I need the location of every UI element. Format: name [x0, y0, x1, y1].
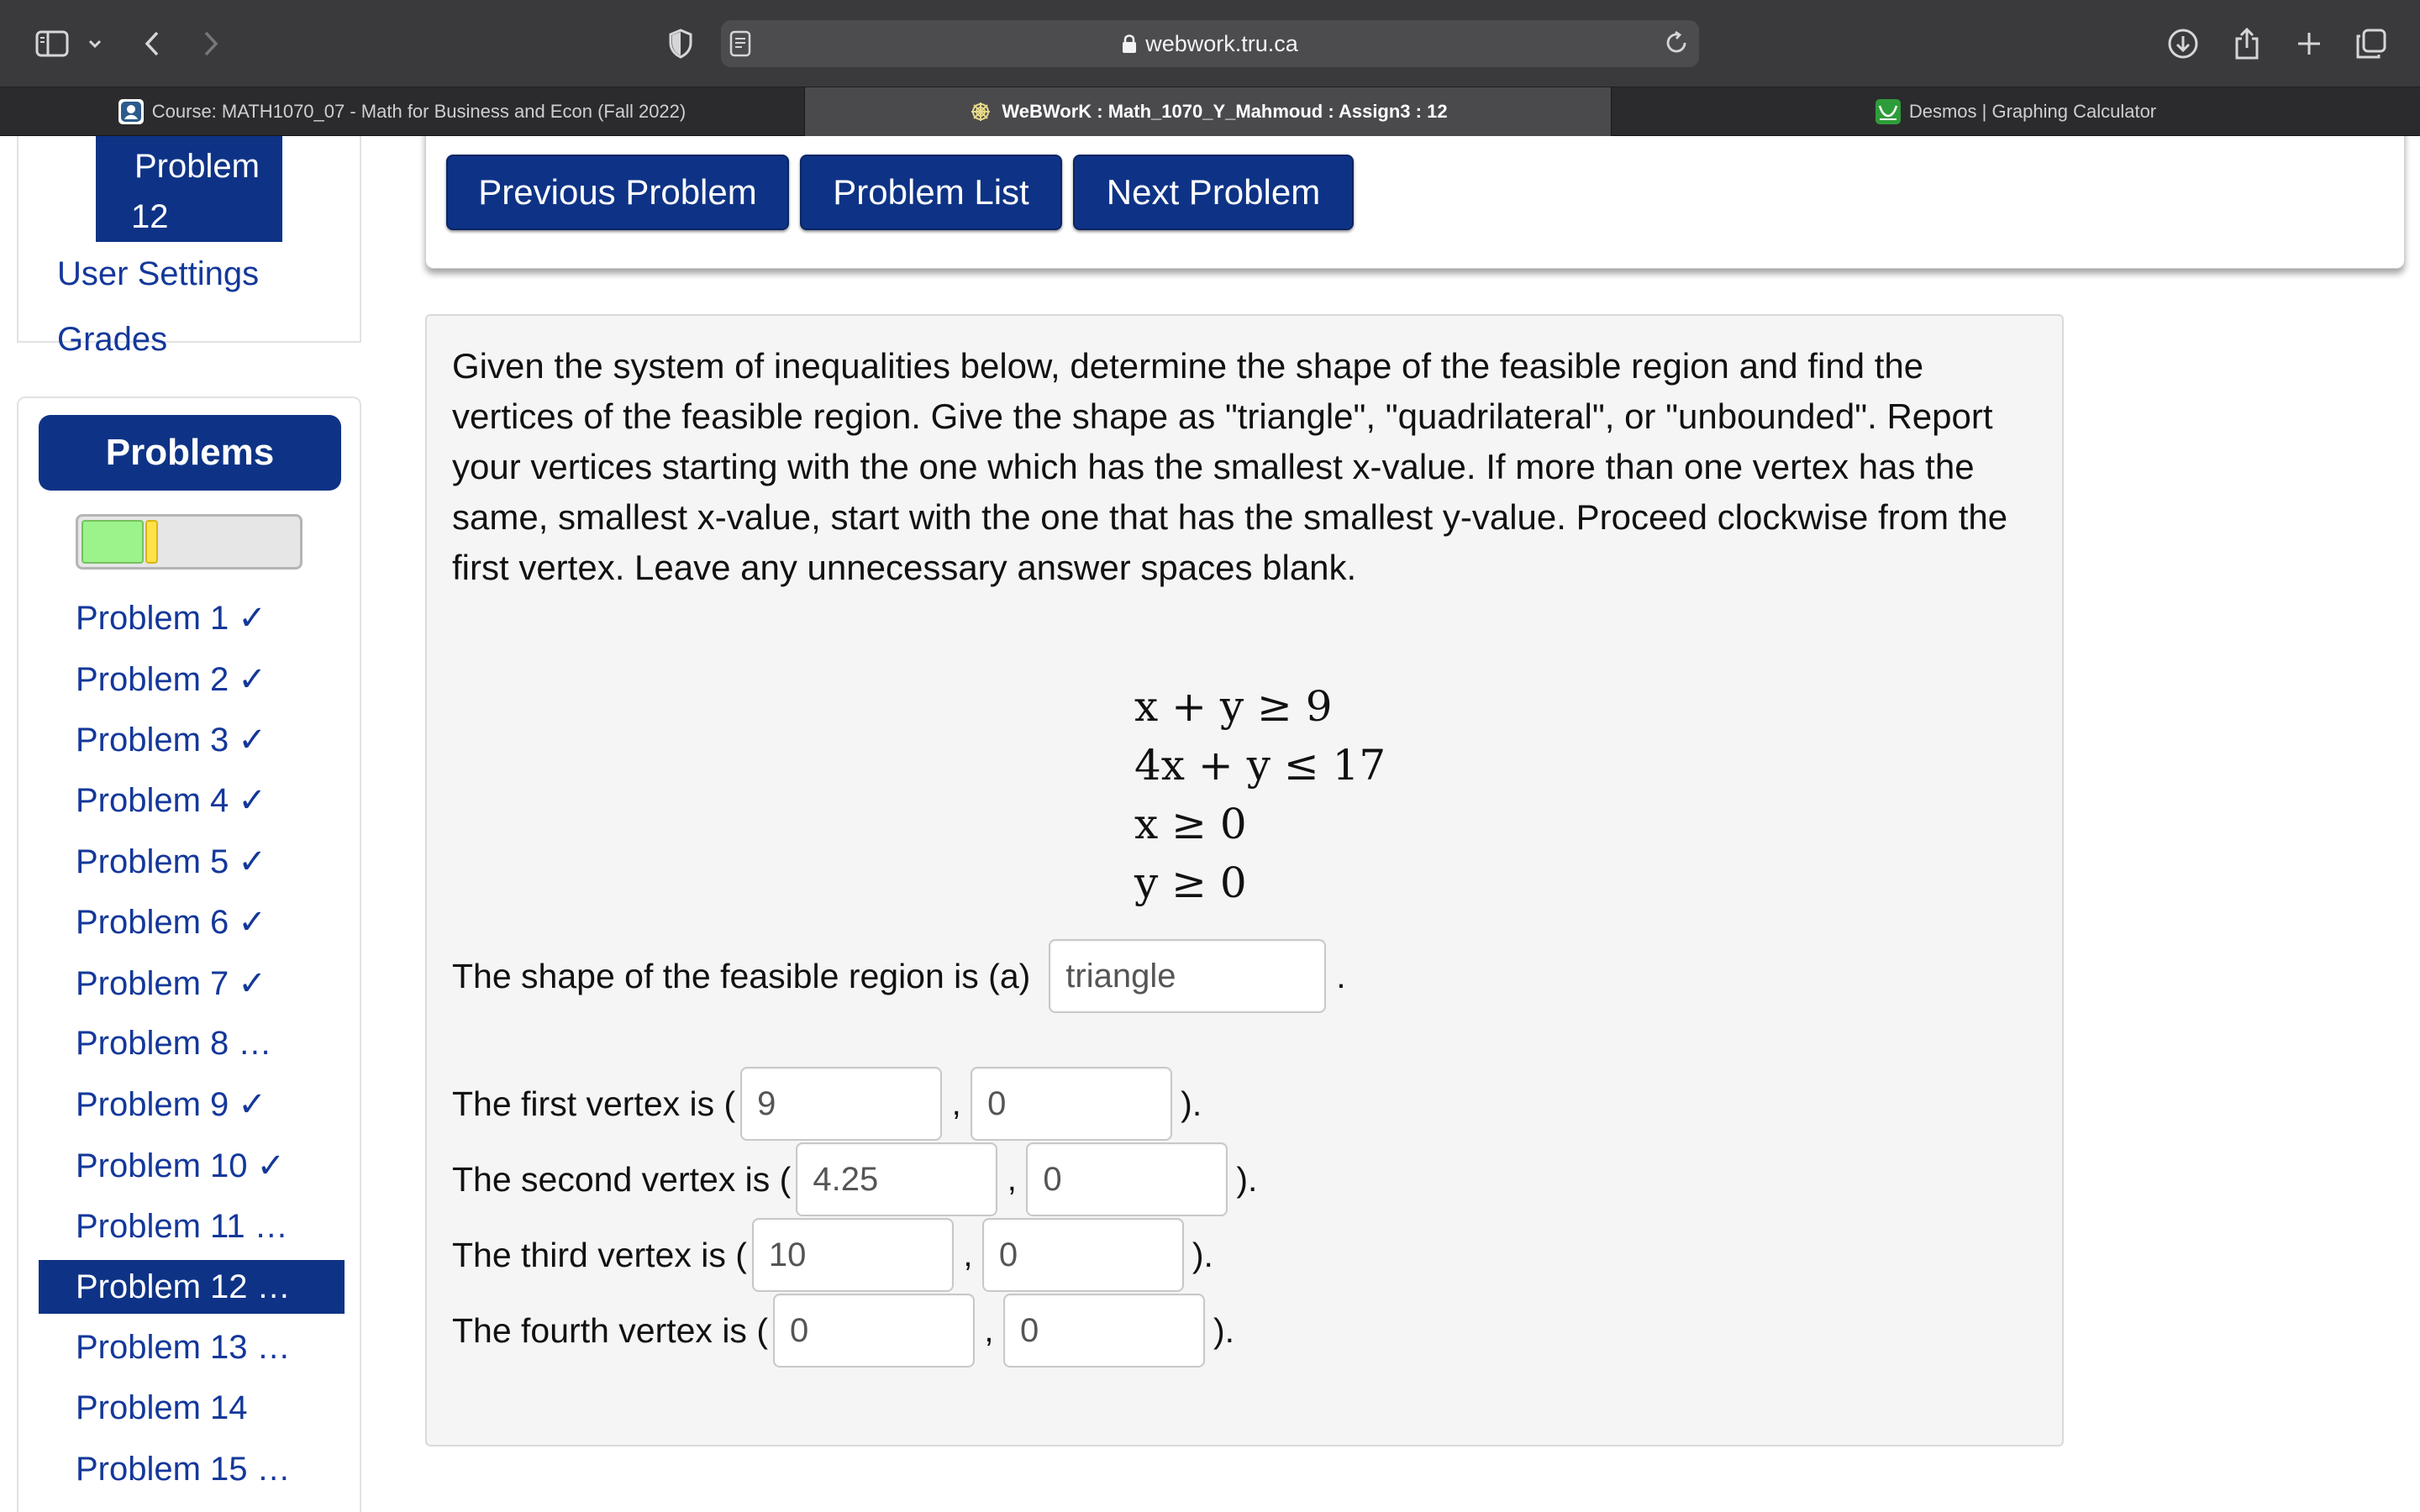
- shape-answer-input[interactable]: triangle: [1049, 939, 1326, 1013]
- vertex-2-question: [452, 1142, 1257, 1216]
- problem-link-10[interactable]: Problem 10 ✓: [76, 1147, 286, 1184]
- vertex-1-comma: ,: [951, 1084, 961, 1122]
- shape-prompt: The shape of the feasible region is (a): [452, 956, 1031, 995]
- tab-desmos-label: Desmos | Graphing Calculator: [1908, 101, 2157, 122]
- vertex-4-close: ).: [1213, 1310, 1235, 1350]
- vertex-4-x-input[interactable]: 0: [773, 1294, 975, 1368]
- inequality-2: 4x + y ≤ 17: [1134, 741, 1386, 790]
- back-icon[interactable]: [139, 24, 165, 64]
- vertex-2-x-input[interactable]: 4.25: [796, 1142, 997, 1216]
- problem-link-3[interactable]: Problem 3 ✓: [76, 721, 266, 759]
- reload-icon[interactable]: [1664, 30, 1689, 60]
- problem-link-1[interactable]: Problem 1 ✓: [76, 600, 266, 638]
- progress-bar: [76, 514, 302, 570]
- tab-overview-icon[interactable]: [2353, 24, 2390, 64]
- webwork-page: [0, 136, 2420, 1512]
- problem-link-14[interactable]: Problem 14: [76, 1389, 248, 1427]
- tab-desmos[interactable]: [1612, 87, 2420, 136]
- sidebar-problems-panel: [17, 396, 361, 1512]
- sidebar-toggle-icon[interactable]: [34, 24, 71, 64]
- problems-heading: Problems: [39, 415, 341, 491]
- shape-suffix: .: [1336, 956, 1346, 995]
- vertex-1-close: ).: [1181, 1084, 1202, 1123]
- tab-webwork[interactable]: [805, 87, 1612, 136]
- problem-link-7[interactable]: Problem 7 ✓: [76, 964, 266, 1002]
- inequality-1: x + y ≥ 9: [1134, 682, 1333, 731]
- problem-link-15[interactable]: Problem 15 …: [76, 1450, 291, 1488]
- chevron-down-icon[interactable]: [84, 24, 106, 64]
- vertex-1-x-input[interactable]: 9: [740, 1067, 942, 1141]
- vertex-4-y-input[interactable]: 0: [1003, 1294, 1205, 1368]
- vertex-4-question: [452, 1294, 1234, 1368]
- tab-course[interactable]: [0, 87, 805, 136]
- vertex-1-y-input[interactable]: 0: [971, 1067, 1172, 1141]
- tab-webwork-label: WeBWorK : Math_1070_Y_Mahmoud : Assign3 : 12: [1002, 101, 1448, 122]
- problem-link-5[interactable]: Problem 5 ✓: [76, 843, 266, 880]
- current-problem-line1: Problem: [134, 148, 260, 185]
- reader-icon[interactable]: [729, 30, 751, 61]
- inequality-3: x ≥ 0: [1134, 800, 1247, 848]
- previous-problem-button[interactable]: Previous Problem: [446, 155, 789, 230]
- next-problem-button[interactable]: Next Problem: [1073, 155, 1354, 230]
- tab-course-label: Course: MATH1070_07 - Math for Business and Econ (Fall 2022): [151, 101, 687, 122]
- shape-question: [452, 939, 1346, 1013]
- lock-icon: [1122, 34, 1137, 54]
- current-problem-line2: 12: [131, 198, 169, 235]
- vertex-2-close: ).: [1236, 1159, 1258, 1199]
- problem-list-button[interactable]: Problem List: [800, 155, 1062, 230]
- vertex-2-comma: ,: [1007, 1160, 1017, 1198]
- vertex-2-y-input[interactable]: 0: [1026, 1142, 1228, 1216]
- problem-link-2[interactable]: Problem 2 ✓: [76, 660, 266, 698]
- progress-partial: [145, 520, 158, 564]
- vertex-1-prompt: The first vertex is (: [452, 1084, 736, 1123]
- inequality-system: [1134, 677, 1386, 912]
- tab-bar: [0, 87, 2420, 136]
- problem-list: [39, 588, 345, 1499]
- problem-link-12[interactable]: Problem 12 …: [39, 1260, 345, 1314]
- problem-link-13[interactable]: Problem 13 …: [76, 1328, 291, 1366]
- share-icon[interactable]: [2228, 24, 2265, 64]
- problem-statement: Given the system of inequalities below, determine the shape of the feasible region and find the vertices of the feasible region. Give the shape as "triangle", "quadrilateral", or "unbounded". Report your vertices starting with the one which has the smallest x-value. If more than one vertex has the same, smallest x-value, start with the one that has the smallest y-value. Proceed clockwise from the first vertex. Leave any unnecessary answer spaces blank.: [452, 346, 2008, 587]
- vertex-3-y-input[interactable]: 0: [982, 1218, 1184, 1292]
- vertex-3-close: ).: [1192, 1235, 1213, 1274]
- moodle-favicon-icon: [118, 99, 144, 124]
- privacy-shield-icon[interactable]: [664, 24, 697, 64]
- problem-link-8[interactable]: Problem 8 …: [76, 1025, 272, 1063]
- problem-body: [425, 314, 2064, 1446]
- forward-icon[interactable]: [198, 24, 224, 64]
- vertex-1-question: [452, 1067, 1202, 1141]
- url-text: webwork.tru.ca: [1145, 30, 1298, 56]
- browser-toolbar: [0, 0, 2420, 87]
- problem-link-9[interactable]: Problem 9 ✓: [76, 1086, 266, 1124]
- vertex-4-comma: ,: [984, 1311, 994, 1349]
- vertex-3-prompt: The third vertex is (: [452, 1235, 747, 1274]
- problem-link-6[interactable]: Problem 6 ✓: [76, 904, 266, 942]
- webwork-favicon-icon: [968, 99, 993, 124]
- sidebar-link-user-settings[interactable]: User Settings: [57, 255, 260, 292]
- vertex-2-prompt: The second vertex is (: [452, 1159, 792, 1199]
- problem-link-4[interactable]: Problem 4 ✓: [76, 782, 266, 820]
- inequality-4: y ≥ 0: [1134, 858, 1247, 907]
- desmos-favicon-icon: [1876, 99, 1901, 124]
- sidebar-link-grades[interactable]: Grades: [57, 321, 168, 358]
- sidebar-current-problem[interactable]: [96, 136, 282, 242]
- problem-link-11[interactable]: Problem 11 …: [76, 1207, 288, 1245]
- progress-correct: [82, 520, 144, 564]
- vertex-3-comma: ,: [963, 1236, 973, 1273]
- address-bar[interactable]: [721, 20, 1699, 67]
- vertex-4-prompt: The fourth vertex is (: [452, 1310, 768, 1350]
- vertex-3-question: [452, 1218, 1213, 1292]
- new-tab-icon[interactable]: [2291, 24, 2328, 64]
- downloads-icon[interactable]: [2165, 24, 2202, 64]
- vertex-3-x-input[interactable]: 10: [752, 1218, 954, 1292]
